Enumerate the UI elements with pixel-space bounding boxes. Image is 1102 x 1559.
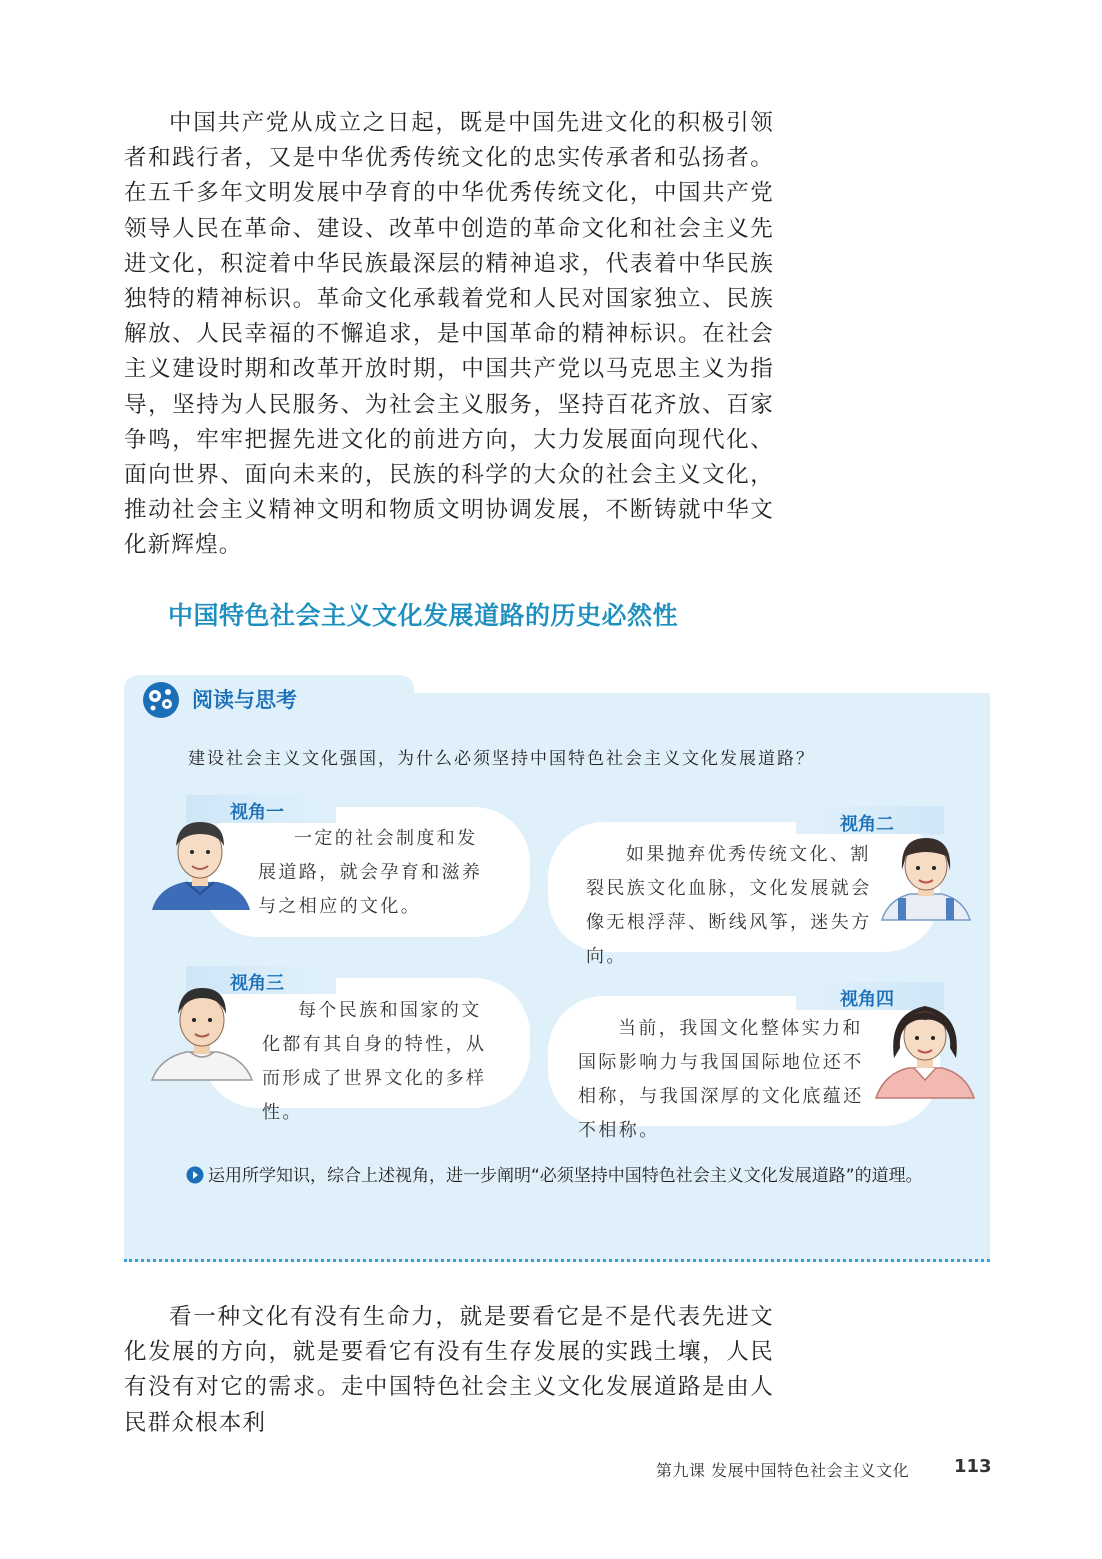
footer-lesson-title: 第九课 发展中国特色社会主义文化 bbox=[656, 1461, 910, 1480]
young-man-avatar-icon bbox=[150, 978, 254, 1082]
reading-instruction-text: 运用所学知识，综合上述视角，进一步阐明“必须坚持中国特色社会主义文化发展道路”的道理。 bbox=[208, 1166, 923, 1186]
page-number: 113 bbox=[954, 1456, 992, 1477]
perspective-4-label: 视角四 bbox=[840, 989, 894, 1010]
reading-question: 建设社会主义文化强国，为什么必须坚持中国特色社会主义文化发展道路？ bbox=[188, 749, 815, 769]
perspective-1-label: 视角一 bbox=[230, 802, 284, 823]
perspective-2-label: 视角二 bbox=[840, 814, 894, 835]
boy-avatar-icon bbox=[148, 812, 252, 912]
body-paragraph-1 bbox=[124, 106, 774, 564]
body-paragraph-1-text: 中国共产党从成立之日起，既是中国先进文化的积极引领者和践行者，又是中华优秀传统文化的忠实传承者和弘扬者。在五千多年文明发展中孕育的中华优秀传统文化，中国共产党领导人民在革命、建设、改革中创造的革命文化和社会主义先进文化，积淀着中华民族最深层的精神追求，代表着中华民族独特的精神标识。革命文化承载着党和人民对国家独立、民族解放、人民幸福的不懈追求，是中国革命的精神标识。在社会主义建设时期和改革开放时期，中国共产党以马克思主义为指导，坚持为人民服务、为社会主义服务，坚持百花齐放、百家争鸣，牢牢把握先进文化的前进方向，大力发展面向现代化、面向世界、面向未来的，民族的科学的大众的社会主义文化，推动社会主义精神文明和物质文明协调发展，不断铸就中华文化新辉煌。 bbox=[124, 110, 774, 559]
perspective-2-text: 如果抛弃优秀传统文化、割裂民族文化血脉，文化发展就会像无根浮萍、断线风筝，迷失方向。 bbox=[586, 844, 872, 967]
reading-box-title: 阅读与思考 bbox=[192, 688, 297, 712]
body-paragraph-2-text: 看一种文化有没有生命力，就是要看它是不是代表先进文化发展的方向，就是要看它有没有生存发展的实践土壤，人民有没有对它的需求。走中国特色社会主义文化发展道路是由人民群众根本利 bbox=[124, 1304, 774, 1436]
thinking-gears-icon bbox=[141, 680, 181, 720]
perspective-1-text: 一定的社会制度和发展道路，就会孕育和滋养与之相应的文化。 bbox=[258, 828, 483, 917]
girl-avatar-icon bbox=[876, 826, 976, 922]
section-heading: 中国特色社会主义文化发展道路的历史必然性 bbox=[168, 601, 679, 630]
body-paragraph-2 bbox=[124, 1300, 774, 1441]
perspective-3-text: 每个民族和国家的文化都有其自身的特性，从而形成了世界文化的多样性。 bbox=[262, 1000, 487, 1123]
reading-instruction bbox=[146, 1158, 976, 1195]
woman-avatar-icon bbox=[870, 988, 980, 1100]
perspective-3-label: 视角三 bbox=[230, 973, 284, 994]
perspective-4-text: 当前，我国文化整体实力和国际影响力与我国国际地位还不相称，与我国深厚的文化底蕴还不相称。 bbox=[578, 1018, 864, 1141]
